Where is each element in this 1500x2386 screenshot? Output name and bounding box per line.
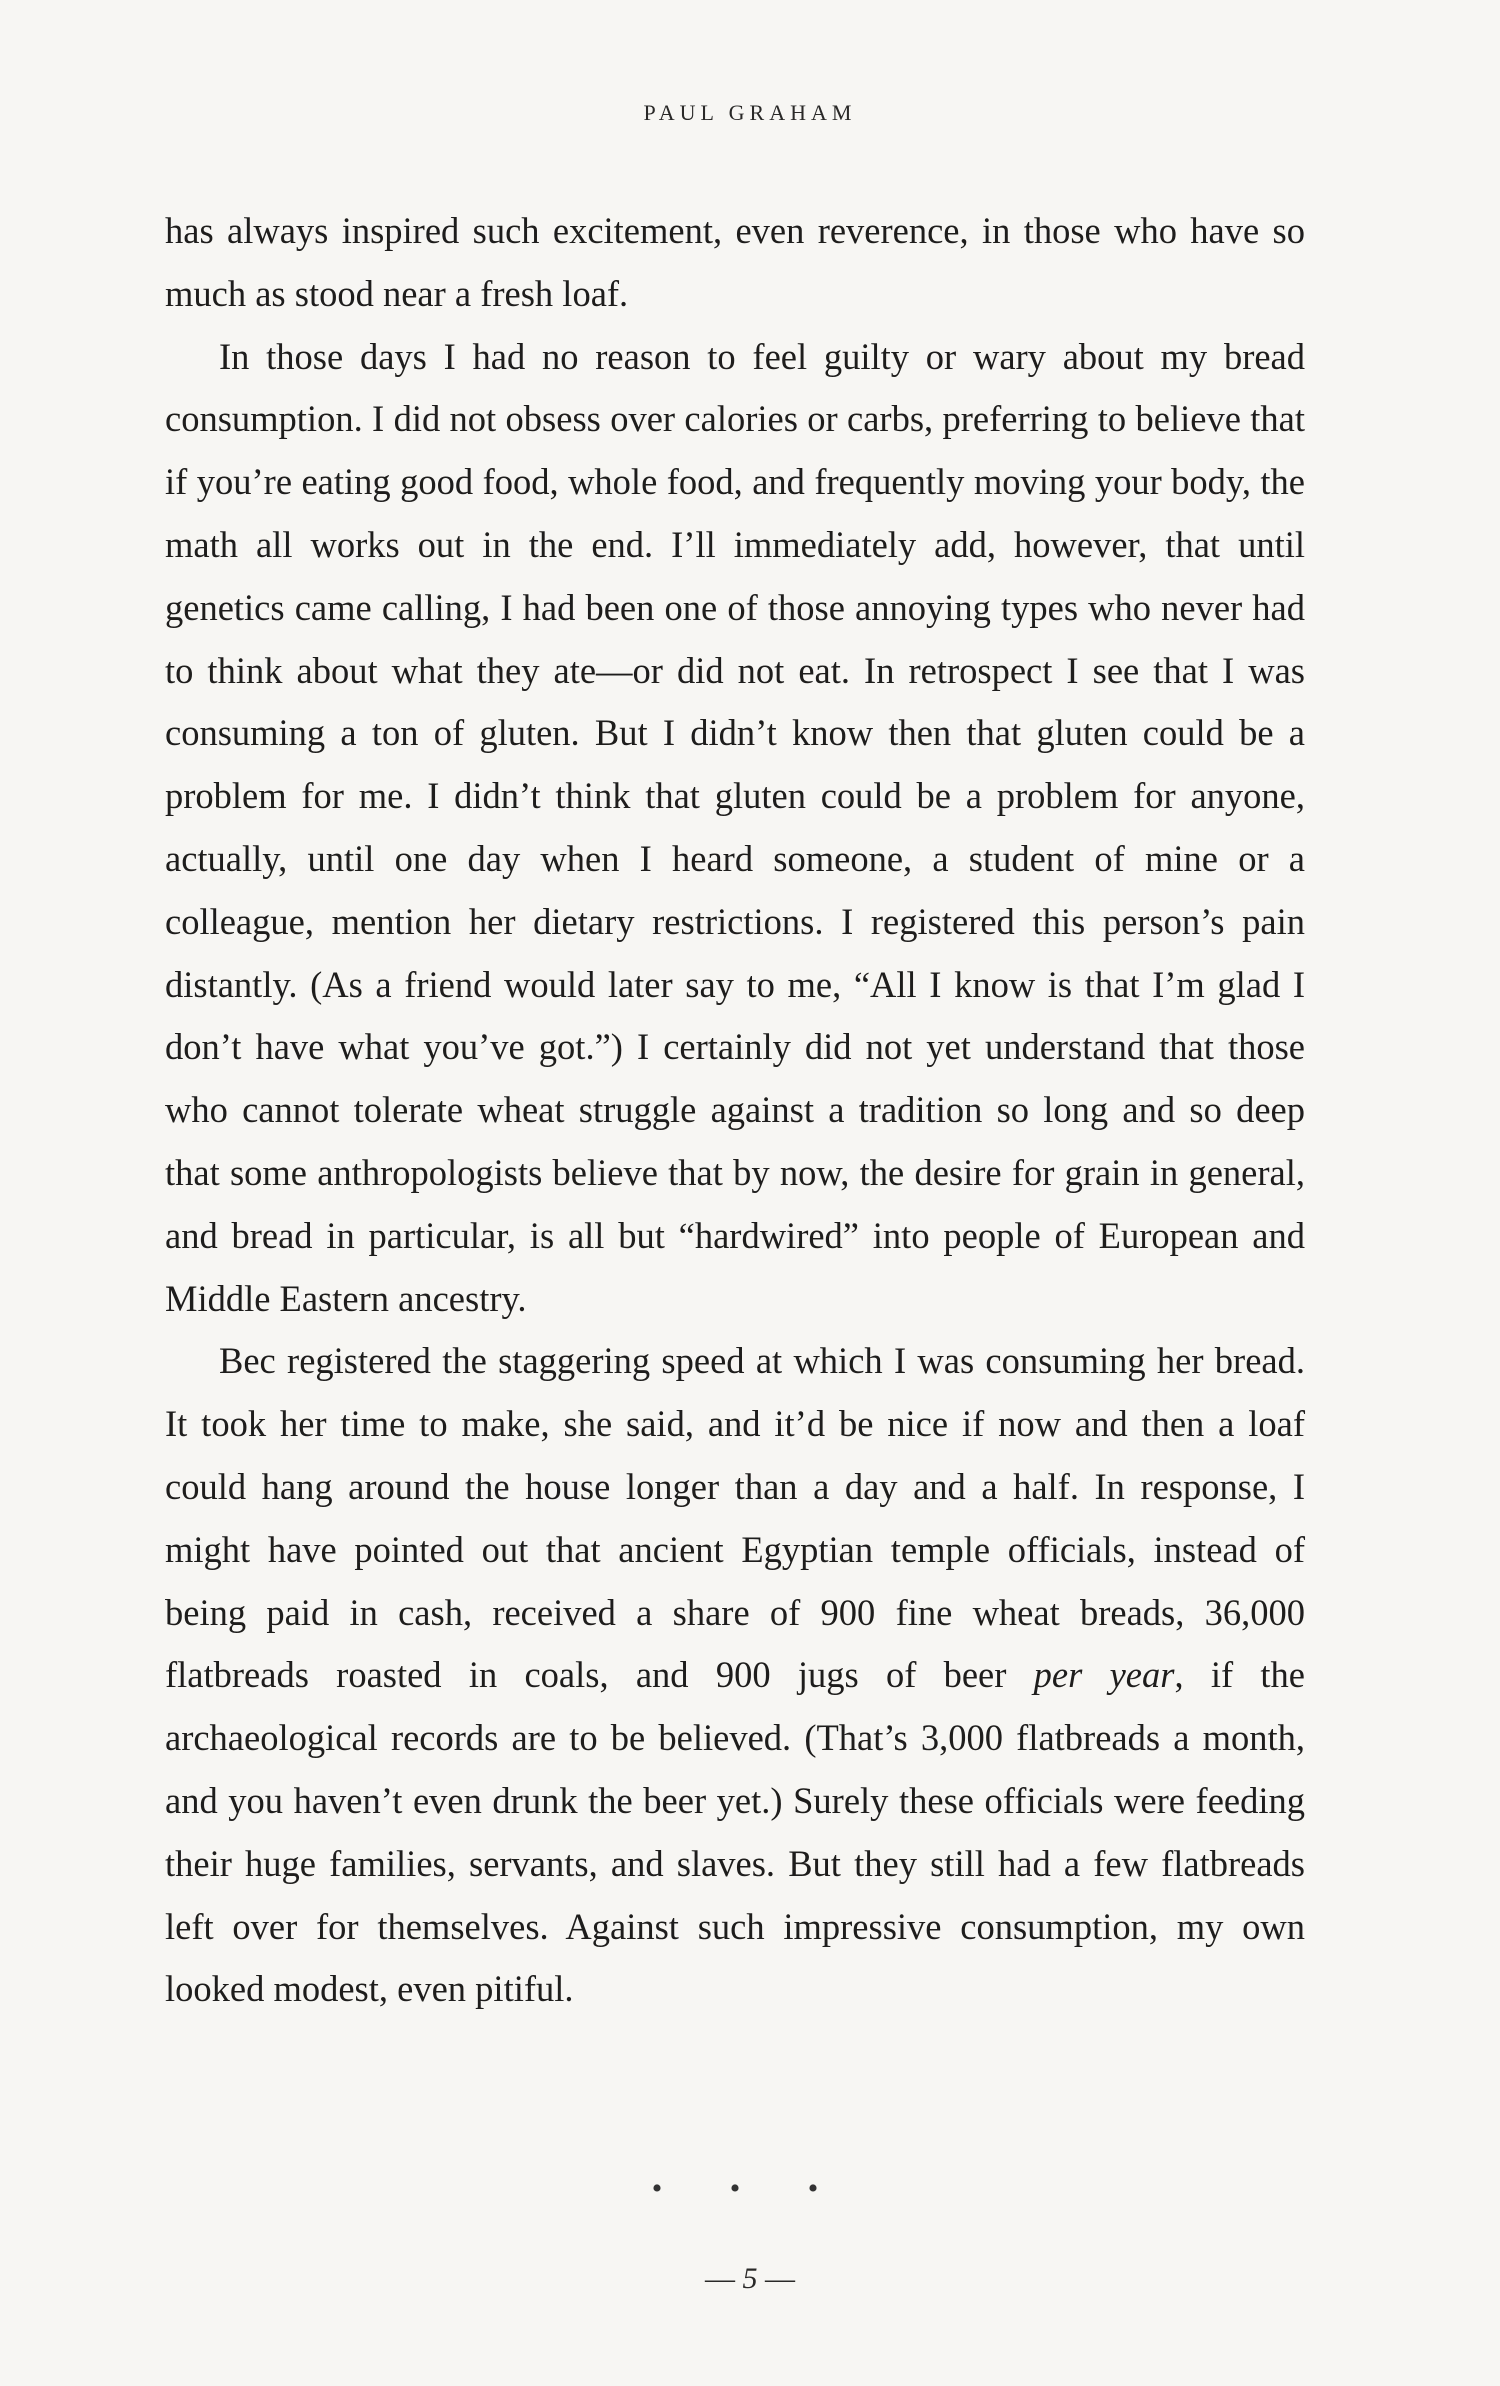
page-number: 5 (742, 2262, 758, 2295)
paragraph-1: has always inspired such excitement, even reverence, in those who have so much as stood near a fresh loaf. (165, 210, 1305, 314)
folio-dash-left: — (705, 2262, 735, 2295)
paragraph-2: In those days I had no reason to feel guilty or wary about my bread consumption. I did not obsess over calories or carbs, preferring to believe that if you’re eating good food, whole food, and frequently moving your body, the math all works out in the end. I’ll immediately add, however, that until genetics came calling, I had been one of those annoying types who never had to think about what they ate—or did not eat. In retrospect I see that I was consuming a ton of gluten. But I didn’t know then that gluten could be a problem for me. I didn’t think that gluten could be a problem for anyone, actually, until one day when I heard someone, a student of mine or a colleague, mention her dietary restrictions. I registered this person’s pain distantly. (As a friend would later say to me, “All I know is that I’m glad I don’t have what you’ve got.”) I certainly did not yet understand that those who cannot tolerate wheat struggle against a tradition so long and so deep that some anthropologists believe that by now, the desire for grain in general, and bread in particular, is all but “hardwired” into people of European and Middle Eastern ancestry. (165, 335, 1305, 1319)
paragraph-3 (165, 1330, 1305, 2021)
paragraph-3-text-b: , if the archaeological records are to be believed. (That’s 3,000 flatbreads a month, and you haven’t even drunk the beer yet.) Surely these officials were feeding their huge families, servants, and slaves. But they still had a few flatbreads left over for themselves. Against such impressive consumption, my own looked modest, even pitiful. (165, 1654, 1305, 2010)
paragraph-3-text-a: Bec registered the staggering speed at which I was consuming her bread. It took her time to make, she said, and it’d be nice if now and then a loaf could hang around the house longer than a day and a half. In response, I might have pointed out that ancient Egyptian temple officials, instead of being paid in cash, received a share of 900 fine wheat breads, 36,000 flatbreads roasted in coals, and 900 jugs of beer (165, 1340, 1305, 1696)
folio-dash-right: — (765, 2262, 795, 2295)
section-break-ornament: • • • (651, 2172, 849, 2205)
page-number-footer (0, 2262, 1500, 2296)
running-head: PAUL GRAHAM (643, 100, 857, 125)
paragraph-3-italic: per year (1033, 1654, 1175, 1696)
body-text (165, 200, 1305, 2021)
